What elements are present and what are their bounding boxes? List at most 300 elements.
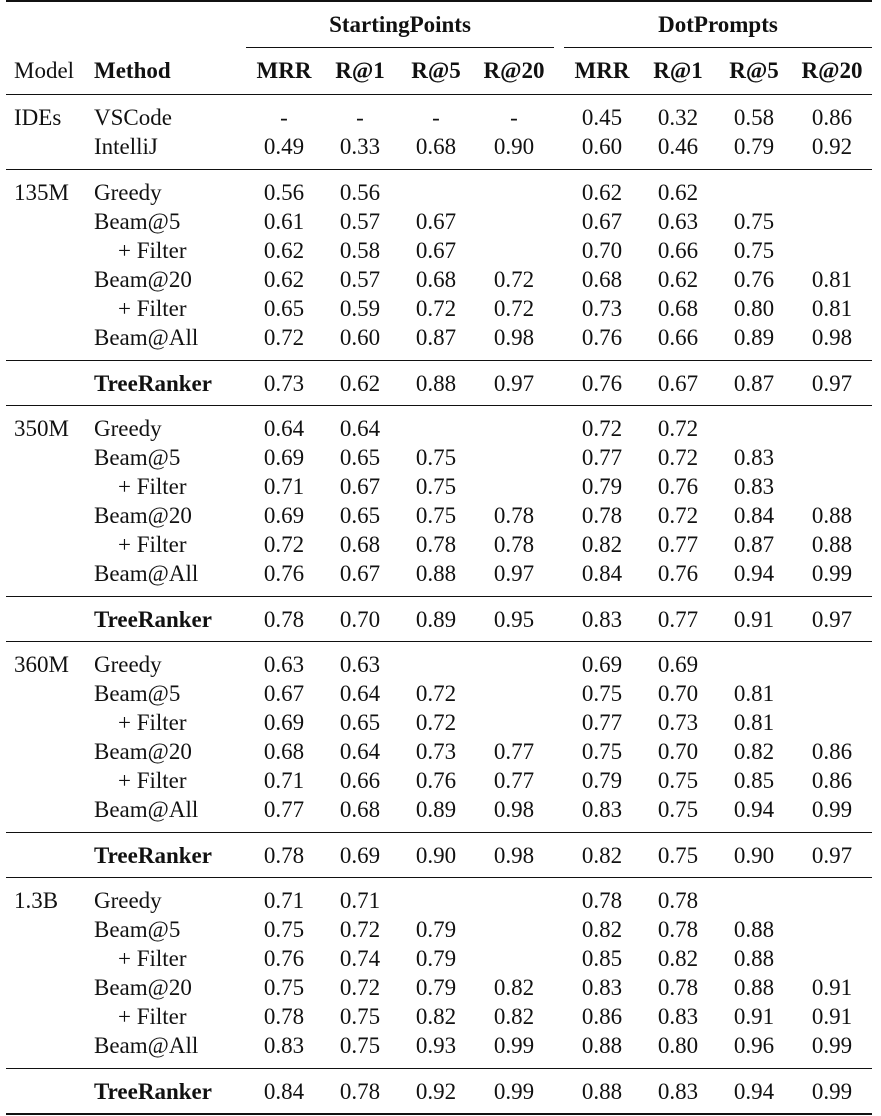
- value-cell: 0.97: [493, 370, 535, 396]
- value-cell: 0.86: [811, 768, 853, 793]
- value-cell: 0.49: [263, 134, 305, 159]
- value-cell: 0.72: [339, 917, 381, 942]
- value-cell: 0.76: [657, 474, 699, 499]
- value-cell: 0.78: [657, 917, 699, 942]
- method-cell: VSCode: [94, 105, 172, 130]
- value-cell: 0.69: [263, 710, 305, 735]
- value-cell: 0.72: [493, 267, 535, 292]
- value-cell: 0.65: [339, 445, 381, 470]
- spacer: [554, 708, 564, 737]
- spacer: [554, 915, 564, 944]
- value-cell: 0.87: [733, 532, 775, 557]
- column-header-row: [6, 48, 872, 95]
- spacer: [554, 294, 564, 323]
- value-cell: 0.70: [657, 739, 699, 764]
- value-cell: 0.90: [415, 842, 457, 868]
- value-cell: 0.99: [811, 1078, 853, 1104]
- value-cell: 0.56: [339, 180, 381, 205]
- value-cell: 0.97: [811, 606, 853, 632]
- value-cell: 0.84: [263, 1078, 305, 1104]
- value-cell: 0.62: [657, 180, 699, 205]
- value-cell: 0.83: [263, 1033, 305, 1058]
- value-cell: [474, 642, 554, 679]
- method-cell: Beam@5: [94, 209, 181, 234]
- value-cell: 0.75: [733, 238, 775, 263]
- method-cell: + Filter: [118, 946, 187, 971]
- table-row: [6, 265, 872, 294]
- method-cell: + Filter: [118, 532, 187, 557]
- value-cell: [792, 708, 872, 737]
- value-cell: 0.77: [581, 710, 623, 735]
- value-cell: [398, 878, 474, 915]
- model-cell: [6, 472, 94, 501]
- model-cell: [6, 708, 94, 737]
- value-cell: 0.98: [493, 797, 535, 822]
- value-cell: 0.69: [339, 842, 381, 868]
- value-cell: 0.75: [263, 975, 305, 1000]
- value-cell: 0.89: [733, 325, 775, 350]
- value-cell: 0.82: [581, 532, 623, 557]
- value-cell: 0.65: [339, 710, 381, 735]
- value-cell: 0.68: [263, 739, 305, 764]
- spacer: [554, 406, 564, 443]
- treeranker-row: [6, 833, 872, 878]
- method-cell: Greedy: [94, 416, 162, 441]
- value-cell: 0.72: [415, 681, 457, 706]
- value-cell: 0.79: [415, 946, 457, 971]
- method-cell: Greedy: [94, 888, 162, 913]
- group-header-row: [6, 2, 872, 48]
- header-model: Model: [14, 57, 75, 83]
- method-cell: Beam@All: [94, 1033, 199, 1058]
- value-cell: 0.68: [581, 267, 623, 292]
- value-cell: 0.99: [811, 561, 853, 586]
- value-cell: 0.77: [581, 445, 623, 470]
- value-cell: 0.77: [657, 606, 699, 632]
- method-cell: Greedy: [94, 652, 162, 677]
- treeranker-row: [6, 1069, 872, 1113]
- model-cell: [6, 737, 94, 766]
- value-cell: [792, 472, 872, 501]
- header-dp-mrr: MRR: [574, 58, 630, 83]
- value-cell: 0.82: [657, 946, 699, 971]
- method-cell: Beam@20: [94, 503, 192, 528]
- header-sp-mrr: MRR: [256, 58, 312, 83]
- value-cell: 0.45: [581, 105, 623, 130]
- model-cell: 1.3B: [14, 888, 59, 913]
- value-cell: 0.98: [493, 842, 535, 868]
- value-cell: 0.91: [733, 1004, 775, 1029]
- table-row: [6, 530, 872, 559]
- value-cell: 0.88: [733, 946, 775, 971]
- value-cell: 0.75: [581, 681, 623, 706]
- value-cell: 0.88: [811, 532, 853, 557]
- value-cell: [474, 915, 554, 944]
- value-cell: 0.69: [263, 445, 305, 470]
- value-cell: 0.72: [657, 503, 699, 528]
- value-cell: 0.81: [811, 296, 853, 321]
- value-cell: [792, 170, 872, 207]
- value-cell: 0.73: [415, 739, 457, 764]
- table-row: [6, 708, 872, 737]
- value-cell: 0.67: [415, 209, 457, 234]
- model-cell: [6, 1069, 94, 1113]
- model-cell: [6, 1002, 94, 1031]
- method-cell: TreeRanker: [94, 842, 212, 868]
- value-cell: 0.90: [493, 134, 535, 159]
- spacer: [554, 559, 564, 597]
- value-cell: 0.83: [657, 1004, 699, 1029]
- value-cell: -: [280, 105, 288, 130]
- spacer: [554, 501, 564, 530]
- value-cell: 0.62: [581, 180, 623, 205]
- value-cell: -: [510, 105, 518, 130]
- spacer: [554, 973, 564, 1002]
- model-cell: [6, 207, 94, 236]
- value-cell: 0.89: [415, 797, 457, 822]
- value-cell: 0.79: [415, 917, 457, 942]
- model-cell: [6, 973, 94, 1002]
- model-cell: [6, 294, 94, 323]
- value-cell: [716, 170, 792, 207]
- model-cell: [6, 766, 94, 795]
- table-row: [6, 95, 872, 132]
- method-cell: + Filter: [118, 768, 187, 793]
- value-cell: [792, 443, 872, 472]
- value-cell: 0.69: [657, 652, 699, 677]
- value-cell: 0.83: [657, 1078, 699, 1104]
- method-cell: Beam@All: [94, 325, 199, 350]
- value-cell: 0.79: [581, 474, 623, 499]
- method-cell: Beam@5: [94, 445, 181, 470]
- value-cell: 0.75: [415, 445, 457, 470]
- method-cell: Beam@All: [94, 561, 199, 586]
- value-cell: 0.88: [415, 561, 457, 586]
- spacer: [554, 795, 564, 833]
- value-cell: [474, 406, 554, 443]
- value-cell: -: [432, 105, 440, 130]
- spacer: [554, 766, 564, 795]
- value-cell: 0.64: [339, 739, 381, 764]
- model-cell: [6, 679, 94, 708]
- value-cell: [398, 406, 474, 443]
- value-cell: 0.84: [733, 503, 775, 528]
- value-cell: 0.81: [811, 267, 853, 292]
- value-cell: 0.87: [733, 370, 775, 396]
- value-cell: 0.88: [733, 917, 775, 942]
- value-cell: 0.75: [415, 503, 457, 528]
- value-cell: 0.80: [657, 1033, 699, 1058]
- value-cell: 0.63: [263, 652, 305, 677]
- value-cell: 0.66: [657, 238, 699, 263]
- value-cell: 0.67: [657, 370, 699, 396]
- spacer: [554, 443, 564, 472]
- method-cell: Beam@20: [94, 975, 192, 1000]
- value-cell: 0.62: [339, 370, 381, 396]
- value-cell: 0.70: [657, 681, 699, 706]
- value-cell: 0.63: [339, 652, 381, 677]
- table-row: [6, 973, 872, 1002]
- value-cell: [792, 915, 872, 944]
- method-cell: + Filter: [118, 710, 187, 735]
- value-cell: 0.81: [733, 710, 775, 735]
- value-cell: 0.88: [811, 503, 853, 528]
- model-cell: [6, 530, 94, 559]
- table-row: [6, 878, 872, 915]
- spacer: [554, 530, 564, 559]
- method-cell: Beam@5: [94, 681, 181, 706]
- value-cell: 0.99: [493, 1078, 535, 1104]
- value-cell: 0.88: [581, 1078, 623, 1104]
- spacer: [554, 95, 564, 132]
- treeranker-row: [6, 361, 872, 406]
- value-cell: 0.64: [339, 416, 381, 441]
- value-cell: [474, 944, 554, 973]
- spacer: [554, 878, 564, 915]
- value-cell: 0.75: [733, 209, 775, 234]
- value-cell: 0.72: [657, 416, 699, 441]
- value-cell: 0.82: [493, 975, 535, 1000]
- value-cell: 0.71: [263, 888, 305, 913]
- table-row: [6, 737, 872, 766]
- value-cell: 0.33: [339, 134, 381, 159]
- value-cell: [474, 236, 554, 265]
- value-cell: 0.83: [581, 606, 623, 632]
- model-cell: [6, 443, 94, 472]
- value-cell: 0.88: [733, 975, 775, 1000]
- value-cell: 0.78: [657, 975, 699, 1000]
- spacer: [554, 132, 564, 170]
- group-dotprompts: DotPrompts: [564, 2, 872, 48]
- model-cell: [6, 559, 94, 597]
- value-cell: 0.78: [415, 532, 457, 557]
- value-cell: 0.75: [657, 842, 699, 868]
- value-cell: 0.71: [263, 768, 305, 793]
- value-cell: 0.61: [263, 209, 305, 234]
- value-cell: 0.78: [581, 503, 623, 528]
- header-method: Method: [94, 57, 171, 83]
- value-cell: 0.78: [493, 532, 535, 557]
- value-cell: [474, 708, 554, 737]
- value-cell: [792, 679, 872, 708]
- method-cell: + Filter: [118, 474, 187, 499]
- table-row: [6, 170, 872, 207]
- value-cell: 0.32: [657, 105, 699, 130]
- value-cell: [474, 170, 554, 207]
- value-cell: 0.77: [493, 768, 535, 793]
- model-cell: [6, 236, 94, 265]
- value-cell: 0.58: [733, 105, 775, 130]
- spacer: [554, 642, 564, 679]
- table-row: [6, 501, 872, 530]
- value-cell: 0.82: [581, 917, 623, 942]
- value-cell: 0.76: [581, 370, 623, 396]
- value-cell: 0.99: [811, 1033, 853, 1058]
- method-cell: IntelliJ: [94, 134, 158, 159]
- value-cell: 0.67: [415, 238, 457, 263]
- header-dp-r5: R@5: [729, 58, 779, 83]
- value-cell: 0.67: [581, 209, 623, 234]
- method-cell: + Filter: [118, 238, 187, 263]
- value-cell: 0.83: [581, 975, 623, 1000]
- value-cell: 0.91: [811, 975, 853, 1000]
- model-cell: 350M: [14, 416, 69, 441]
- value-cell: 0.59: [339, 296, 381, 321]
- method-cell: TreeRanker: [94, 370, 212, 396]
- model-cell: [6, 833, 94, 878]
- value-cell: [474, 878, 554, 915]
- value-cell: 0.72: [581, 416, 623, 441]
- results-table: [6, 0, 872, 1115]
- value-cell: 0.75: [339, 1033, 381, 1058]
- value-cell: 0.46: [657, 134, 699, 159]
- table-row: [6, 443, 872, 472]
- value-cell: [792, 207, 872, 236]
- value-cell: 0.72: [493, 296, 535, 321]
- value-cell: 0.72: [339, 975, 381, 1000]
- value-cell: 0.75: [657, 768, 699, 793]
- treeranker-row: [6, 597, 872, 642]
- model-cell: [6, 915, 94, 944]
- value-cell: 0.62: [657, 267, 699, 292]
- table-row: [6, 323, 872, 361]
- value-cell: 0.62: [263, 267, 305, 292]
- value-cell: [792, 878, 872, 915]
- value-cell: 0.66: [339, 768, 381, 793]
- value-cell: 0.84: [581, 561, 623, 586]
- value-cell: [792, 236, 872, 265]
- header-dp-r1: R@1: [653, 58, 703, 83]
- method-cell: Beam@5: [94, 917, 181, 942]
- value-cell: 0.73: [263, 370, 305, 396]
- value-cell: 0.96: [733, 1033, 775, 1058]
- value-cell: 0.56: [263, 180, 305, 205]
- spacer: [554, 236, 564, 265]
- model-cell: [6, 944, 94, 973]
- value-cell: 0.91: [811, 1004, 853, 1029]
- table-row: [6, 944, 872, 973]
- value-cell: 0.82: [581, 842, 623, 868]
- value-cell: 0.86: [581, 1004, 623, 1029]
- value-cell: 0.78: [657, 888, 699, 913]
- value-cell: 0.69: [263, 503, 305, 528]
- method-cell: TreeRanker: [94, 1078, 212, 1104]
- method-cell: Beam@All: [94, 797, 199, 822]
- value-cell: 0.90: [733, 842, 775, 868]
- value-cell: 0.83: [733, 474, 775, 499]
- value-cell: 0.78: [263, 842, 305, 868]
- value-cell: 0.77: [657, 532, 699, 557]
- value-cell: 0.87: [415, 325, 457, 350]
- value-cell: 0.92: [811, 134, 853, 159]
- value-cell: 0.67: [339, 474, 381, 499]
- value-cell: 0.88: [415, 370, 457, 396]
- bottom-rule: [6, 1113, 872, 1114]
- method-cell: Beam@20: [94, 267, 192, 292]
- model-cell: [6, 265, 94, 294]
- value-cell: 0.58: [339, 238, 381, 263]
- value-cell: 0.64: [263, 416, 305, 441]
- spacer: [554, 323, 564, 361]
- value-cell: [474, 443, 554, 472]
- value-cell: 0.78: [581, 888, 623, 913]
- value-cell: 0.95: [493, 606, 535, 632]
- value-cell: 0.94: [733, 797, 775, 822]
- value-cell: [792, 642, 872, 679]
- value-cell: 0.57: [339, 209, 381, 234]
- value-cell: 0.94: [733, 561, 775, 586]
- value-cell: 0.98: [493, 325, 535, 350]
- value-cell: 0.70: [581, 238, 623, 263]
- value-cell: 0.71: [339, 888, 381, 913]
- value-cell: 0.79: [415, 975, 457, 1000]
- spacer: [554, 833, 564, 878]
- value-cell: 0.93: [415, 1033, 457, 1058]
- value-cell: 0.72: [657, 445, 699, 470]
- value-cell: 0.66: [657, 325, 699, 350]
- value-cell: [716, 878, 792, 915]
- value-cell: [716, 642, 792, 679]
- value-cell: 0.64: [339, 681, 381, 706]
- value-cell: 0.75: [415, 474, 457, 499]
- spacer: [554, 597, 564, 642]
- value-cell: 0.99: [811, 797, 853, 822]
- value-cell: 0.97: [811, 842, 853, 868]
- value-cell: 0.78: [493, 503, 535, 528]
- table-row: [6, 207, 872, 236]
- value-cell: 0.76: [415, 768, 457, 793]
- value-cell: 0.97: [493, 561, 535, 586]
- value-cell: 0.78: [263, 606, 305, 632]
- value-cell: 0.75: [581, 739, 623, 764]
- table-body: [6, 1, 872, 1114]
- model-cell: [6, 132, 94, 170]
- value-cell: 0.68: [415, 267, 457, 292]
- spacer: [554, 170, 564, 207]
- spacer: [554, 1002, 564, 1031]
- table-row: [6, 559, 872, 597]
- value-cell: 0.83: [733, 445, 775, 470]
- spacer: [554, 472, 564, 501]
- value-cell: 0.71: [263, 474, 305, 499]
- model-cell: IDEs: [14, 105, 62, 130]
- value-cell: 0.86: [811, 105, 853, 130]
- value-cell: 0.68: [339, 797, 381, 822]
- value-cell: 0.78: [263, 1004, 305, 1029]
- table-row: [6, 236, 872, 265]
- value-cell: 0.92: [415, 1078, 457, 1104]
- spacer: [554, 361, 564, 406]
- method-cell: + Filter: [118, 296, 187, 321]
- model-cell: [6, 501, 94, 530]
- value-cell: [474, 679, 554, 708]
- value-cell: [792, 944, 872, 973]
- value-cell: 0.86: [811, 739, 853, 764]
- table-row: [6, 1031, 872, 1069]
- table-row: [6, 795, 872, 833]
- table-row: [6, 294, 872, 323]
- value-cell: 0.97: [811, 370, 853, 396]
- header-sp-r20: R@20: [483, 58, 545, 83]
- value-cell: 0.77: [263, 797, 305, 822]
- value-cell: 0.85: [581, 946, 623, 971]
- model-cell: [6, 361, 94, 406]
- table-row: [6, 406, 872, 443]
- value-cell: -: [356, 105, 364, 130]
- model-cell: 135M: [14, 180, 69, 205]
- value-cell: 0.67: [339, 561, 381, 586]
- value-cell: 0.73: [581, 296, 623, 321]
